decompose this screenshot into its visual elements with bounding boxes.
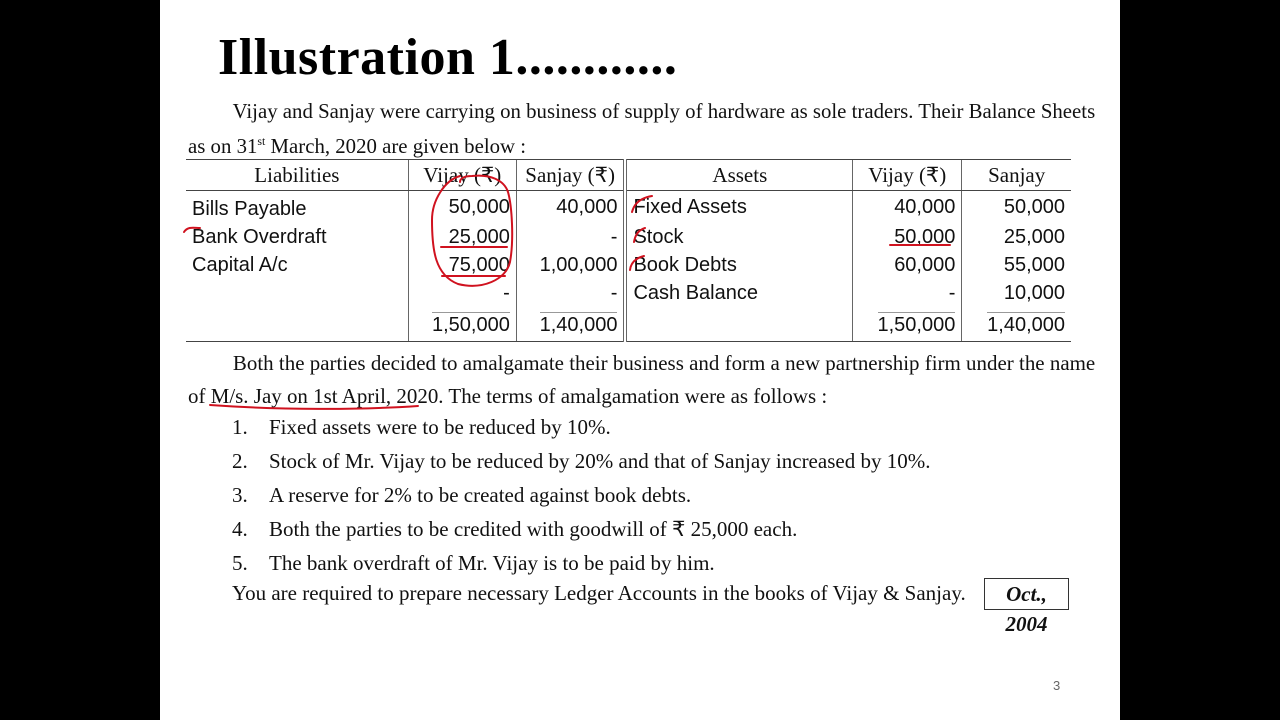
cell-total-vijay (408, 307, 516, 342)
amalgamation-suffix: . The terms of amalgamation were as follows : (438, 384, 828, 408)
amalgamation-prefix: of (188, 384, 211, 408)
header-vijay-assets: Vijay (₹) (853, 160, 962, 191)
table-row (186, 251, 1071, 279)
header-sanjay-assets: Sanjay (962, 160, 1071, 191)
header-liabilities: Liabilities (186, 160, 408, 191)
amalgamation-paragraph (188, 348, 1095, 411)
requirement-text: You are required to prepare necessary Ledger Accounts in the books of Vijay & Sanjay. (232, 581, 966, 605)
table-row (186, 223, 1071, 251)
list-item (232, 512, 930, 546)
amalgamation-line-2 (188, 381, 1095, 411)
cell-total-sanjay (516, 307, 625, 342)
table-row (186, 279, 1071, 307)
term-text: Stock of Mr. Vijay to be reduced by 20% and that of Sanjay increased by 10%. (269, 449, 931, 473)
intro-date-prefix: as on 31 (188, 134, 258, 158)
list-item (232, 546, 930, 580)
cell-sanjay: 10,000 (962, 279, 1071, 307)
term-text: The bank overdraft of Mr. Vijay is to be paid by him. (269, 551, 715, 575)
intro-date-suffix: March, 2020 are given below : (265, 134, 527, 158)
cell-sanjay: 50,000 (962, 191, 1071, 224)
slide-title: Illustration 1............ (218, 29, 678, 86)
table-total-row (186, 307, 1071, 342)
table-header-row (186, 160, 1071, 191)
cell-vijay: 50,000 (853, 223, 962, 251)
total-sanjay-assets: 1,40,000 (987, 313, 1065, 336)
cell-liability (186, 279, 408, 307)
cell-vijay: - (853, 279, 962, 307)
header-vijay-liab: Vijay (₹) (408, 160, 516, 191)
cell-sanjay: - (516, 279, 625, 307)
balance-sheet-table (186, 159, 1071, 342)
cell-total-sanjay-assets (962, 307, 1071, 342)
cell-sanjay: 25,000 (962, 223, 1071, 251)
cell-asset: Fixed Assets (625, 191, 852, 224)
term-number: 1. (232, 415, 248, 439)
intro-line-1: Vijay and Sanjay were carrying on business of supply of hardware as sole traders. Their Balance Sheets (232, 99, 1096, 123)
header-sanjay-liab: Sanjay (₹) (516, 160, 625, 191)
intro-line-2 (188, 126, 1095, 161)
table-row (186, 191, 1071, 224)
term-number: 3. (232, 483, 248, 507)
cell-sanjay: 1,00,000 (516, 251, 625, 279)
intro-date-sup: st (257, 134, 266, 148)
cell-vijay: - (408, 279, 516, 307)
terms-list (232, 410, 930, 580)
term-number: 4. (232, 517, 248, 541)
term-text: Both the parties to be credited with goodwill of ₹ 25,000 each. (269, 517, 798, 541)
cell-asset: Stock (625, 223, 852, 251)
term-text: A reserve for 2% to be created against book debts. (269, 483, 692, 507)
cell-asset: Cash Balance (625, 279, 852, 307)
total-vijay-assets: 1,50,000 (877, 313, 956, 336)
exam-badge: Oct., 2004 (984, 578, 1069, 610)
cell-vijay: 75,000 (408, 251, 516, 279)
cell-sanjay: 40,000 (516, 191, 625, 224)
cell-total-label (186, 307, 408, 342)
cell-vijay: 60,000 (853, 251, 962, 279)
list-item (232, 478, 930, 512)
list-item (232, 410, 930, 444)
intro-paragraph (188, 96, 1095, 161)
list-item (232, 444, 930, 478)
term-text: Fixed assets were to be reduced by 10%. (269, 415, 611, 439)
term-number: 2. (232, 449, 248, 473)
cell-total-asset-label (625, 307, 852, 342)
cell-sanjay: 55,000 (962, 251, 1071, 279)
cell-asset: Book Debts (625, 251, 852, 279)
total-sanjay-liab: 1,40,000 (539, 313, 618, 336)
header-assets: Assets (625, 160, 852, 191)
cell-liability: Bank Overdraft (192, 225, 327, 248)
cell-liability: Bills Payable (192, 197, 307, 220)
cell-total-vijay-assets (853, 307, 962, 342)
page-number: 3 (1053, 678, 1061, 693)
cell-vijay: 50,000 (408, 191, 516, 224)
cell-liability: Capital A/c (192, 253, 288, 276)
cell-sanjay: - (516, 223, 625, 251)
cell-vijay: 40,000 (853, 191, 962, 224)
firm-name-date: M/s. Jay on 1st April, 2020 (210, 384, 439, 408)
slide (160, 0, 1120, 720)
amalgamation-line-1: Both the parties decided to amalgamate their business and form a new partnership firm under the name (232, 351, 1096, 375)
term-number: 5. (232, 551, 248, 575)
total-vijay-liab: 1,50,000 (431, 313, 510, 336)
cell-vijay: 25,000 (408, 223, 516, 251)
